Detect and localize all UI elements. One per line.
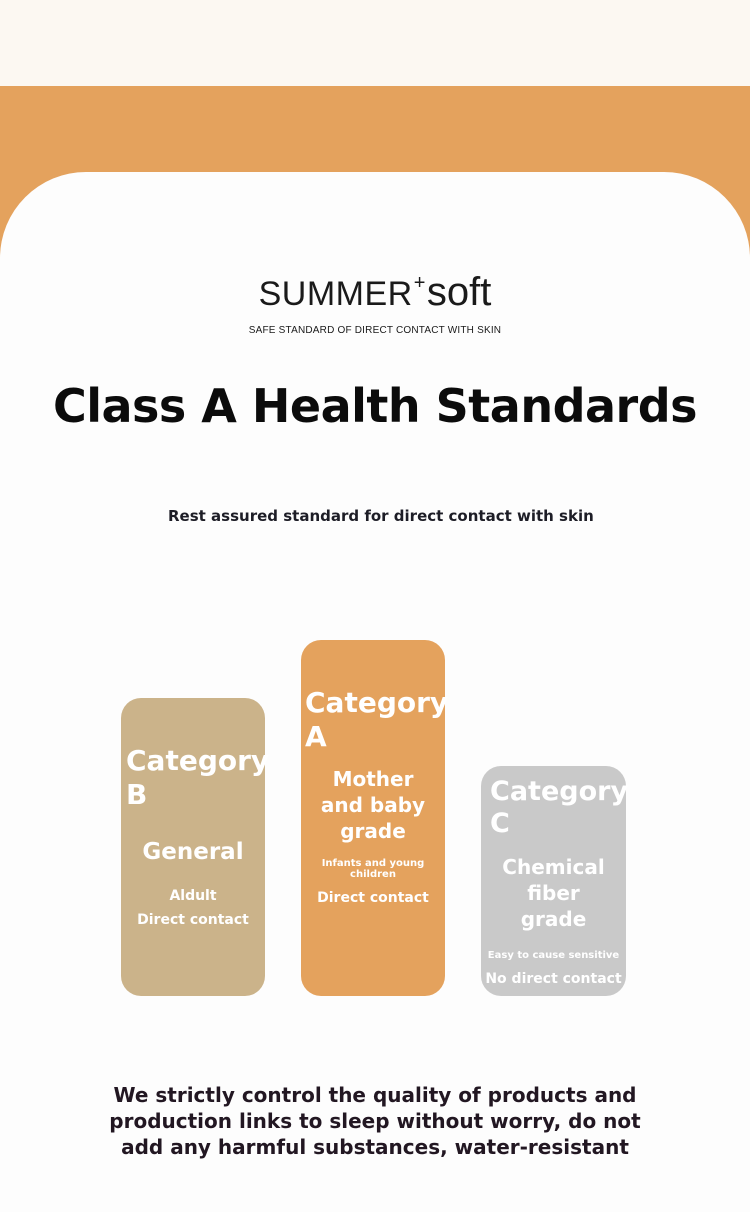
logo-plus: + (413, 272, 426, 294)
footer-text: We strictly control the quality of products and production links to sleep without worry, do not add any harmful substances, water-resistant (109, 1083, 641, 1159)
logo-summer: SUMMER (258, 275, 413, 313)
category-c-audience: Easy to cause sensitive (487, 950, 620, 961)
category-a-card (301, 640, 449, 996)
logo-wordmark (259, 272, 492, 319)
brand-logo (0, 272, 750, 336)
category-b-audience: Aldult (169, 888, 217, 904)
footer-statement (0, 1082, 750, 1160)
category-a-contact: Direct contact (317, 890, 429, 906)
category-a-title (301, 686, 449, 754)
category-b-title-text: Category B (126, 744, 270, 811)
category-c-title-text: Category C (490, 776, 629, 839)
logo-tagline: SAFE STANDARD OF DIRECT CONTACT WITH SKIN (248, 325, 502, 336)
top-band (0, 0, 750, 86)
category-b-card (121, 698, 270, 996)
category-c-title (481, 776, 629, 840)
category-c-grade: Chemical fiber grade (502, 855, 605, 931)
category-c-contact: No direct contact (485, 971, 622, 987)
category-b-contact: Direct contact (137, 912, 249, 928)
page-subtitle: Rest assured standard for direct contact with skin (168, 507, 594, 525)
category-b-grade: General (142, 839, 244, 865)
category-b-title (121, 744, 270, 812)
logo-soft: soft (426, 270, 492, 314)
category-a-title-text: Category A (305, 686, 449, 753)
category-a-audience: Infants and young children (321, 858, 425, 880)
page-title: Class A Health Standards (52, 379, 698, 433)
category-c-card (481, 766, 629, 996)
category-a-grade: Mother and baby grade (320, 767, 426, 843)
